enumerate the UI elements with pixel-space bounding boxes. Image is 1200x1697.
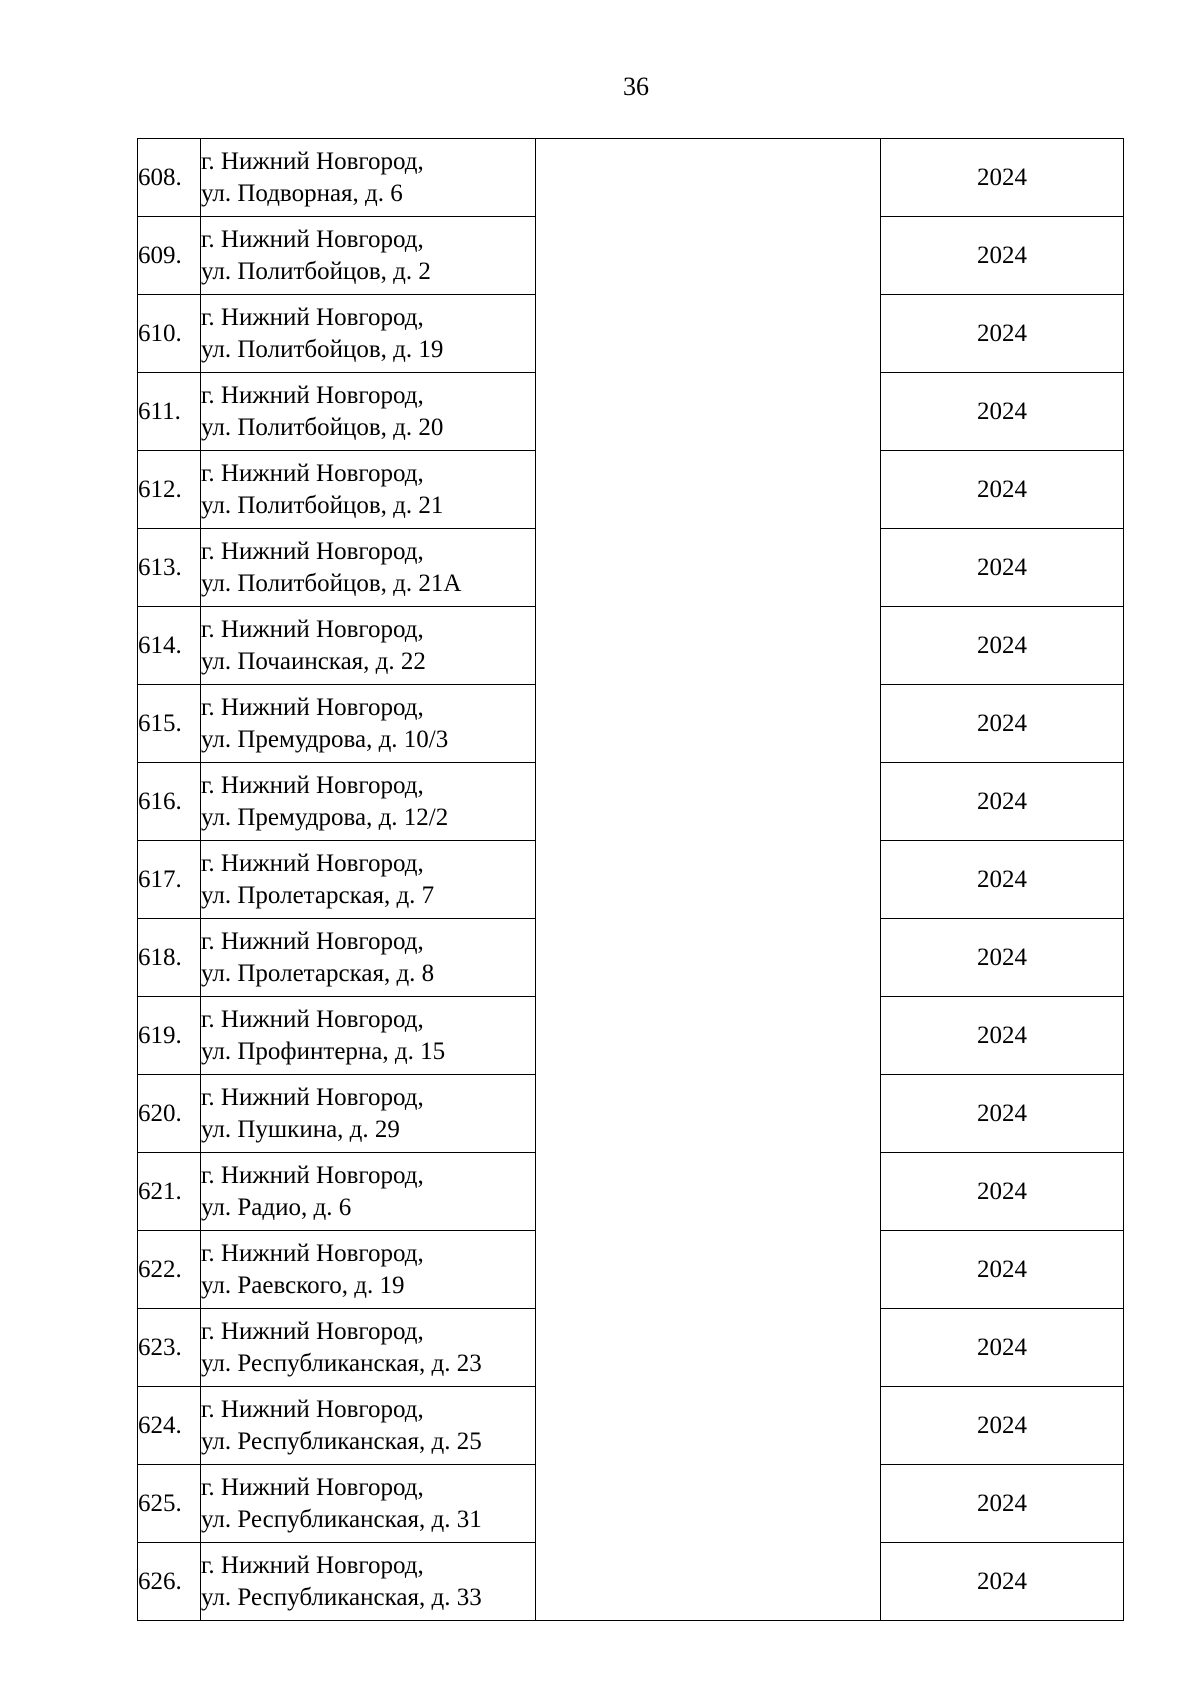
row-number: 625.	[138, 1465, 201, 1543]
year-cell: 2024	[881, 1465, 1124, 1543]
address-cell	[201, 451, 536, 529]
year-cell: 2024	[881, 1075, 1124, 1153]
address-city: г. Нижний Новгород,	[201, 1551, 424, 1579]
year-cell: 2024	[881, 763, 1124, 841]
address-cell	[201, 607, 536, 685]
address-street: ул. Пролетарская, д. 8	[201, 959, 435, 987]
year-cell: 2024	[881, 1231, 1124, 1309]
row-number: 616.	[138, 763, 201, 841]
address-city: г. Нижний Новгород,	[201, 771, 424, 799]
year-cell: 2024	[881, 997, 1124, 1075]
address-city: г. Нижний Новгород,	[201, 1161, 424, 1189]
row-number: 615.	[138, 685, 201, 763]
row-number: 621.	[138, 1153, 201, 1231]
registry-table-body	[138, 139, 1124, 1621]
address-cell	[201, 373, 536, 451]
row-number: 611.	[138, 373, 201, 451]
row-number: 622.	[138, 1231, 201, 1309]
address-cell	[201, 295, 536, 373]
address-city: г. Нижний Новгород,	[201, 1395, 424, 1423]
address-street: ул. Премудрова, д. 12/2	[201, 803, 449, 831]
year-cell: 2024	[881, 373, 1124, 451]
address-cell	[201, 217, 536, 295]
address-city: г. Нижний Новгород,	[201, 615, 424, 643]
table-row	[138, 139, 1124, 217]
address-city: г. Нижний Новгород,	[201, 303, 424, 331]
address-street: ул. Политбойцов, д. 20	[201, 413, 444, 441]
row-number: 620.	[138, 1075, 201, 1153]
row-number: 609.	[138, 217, 201, 295]
address-street: ул. Политбойцов, д. 2	[201, 257, 431, 285]
address-street: ул. Профинтерна, д. 15	[201, 1037, 446, 1065]
row-number: 618.	[138, 919, 201, 997]
year-cell: 2024	[881, 607, 1124, 685]
year-cell: 2024	[881, 217, 1124, 295]
address-street: ул. Подворная, д. 6	[201, 179, 403, 207]
address-city: г. Нижний Новгород,	[201, 927, 424, 955]
empty-merged-cell	[536, 139, 881, 1621]
address-street: ул. Политбойцов, д. 21А	[201, 569, 462, 597]
row-number: 626.	[138, 1543, 201, 1621]
address-street: ул. Пролетарская, д. 7	[201, 881, 435, 909]
address-cell	[201, 997, 536, 1075]
address-cell	[201, 1075, 536, 1153]
address-cell	[201, 1231, 536, 1309]
row-number: 610.	[138, 295, 201, 373]
year-cell: 2024	[881, 1543, 1124, 1621]
address-city: г. Нижний Новгород,	[201, 1239, 424, 1267]
year-cell: 2024	[881, 139, 1124, 217]
row-number: 623.	[138, 1309, 201, 1387]
address-cell	[201, 1387, 536, 1465]
year-cell: 2024	[881, 841, 1124, 919]
row-number: 617.	[138, 841, 201, 919]
year-cell: 2024	[881, 919, 1124, 997]
address-cell	[201, 1543, 536, 1621]
address-cell	[201, 139, 536, 217]
year-cell: 2024	[881, 295, 1124, 373]
address-street: ул. Республиканская, д. 33	[201, 1583, 482, 1611]
address-street: ул. Раевского, д. 19	[201, 1271, 405, 1299]
address-city: г. Нижний Новгород,	[201, 147, 424, 175]
address-cell	[201, 529, 536, 607]
address-cell	[201, 685, 536, 763]
row-number: 614.	[138, 607, 201, 685]
year-cell: 2024	[881, 685, 1124, 763]
address-city: г. Нижний Новгород,	[201, 849, 424, 877]
address-street: ул. Республиканская, д. 25	[201, 1427, 482, 1455]
address-cell	[201, 1465, 536, 1543]
address-street: ул. Почаинская, д. 22	[201, 647, 426, 675]
address-street: ул. Политбойцов, д. 19	[201, 335, 444, 363]
year-cell: 2024	[881, 1153, 1124, 1231]
address-street: ул. Республиканская, д. 31	[201, 1505, 482, 1533]
row-number: 613.	[138, 529, 201, 607]
address-cell	[201, 763, 536, 841]
address-city: г. Нижний Новгород,	[201, 459, 424, 487]
address-cell	[201, 1153, 536, 1231]
year-cell: 2024	[881, 1387, 1124, 1465]
address-street: ул. Политбойцов, д. 21	[201, 491, 444, 519]
address-city: г. Нижний Новгород,	[201, 1473, 424, 1501]
address-street: ул. Республиканская, д. 23	[201, 1349, 482, 1377]
address-cell	[201, 841, 536, 919]
year-cell: 2024	[881, 451, 1124, 529]
address-cell	[201, 919, 536, 997]
address-city: г. Нижний Новгород,	[201, 1083, 424, 1111]
registry-table	[137, 138, 1124, 1621]
row-number: 608.	[138, 139, 201, 217]
address-cell	[201, 1309, 536, 1387]
row-number: 624.	[138, 1387, 201, 1465]
address-city: г. Нижний Новгород,	[201, 381, 424, 409]
page-number: 36	[623, 72, 649, 101]
address-city: г. Нижний Новгород,	[201, 537, 424, 565]
address-city: г. Нижний Новгород,	[201, 1317, 424, 1345]
address-city: г. Нижний Новгород,	[201, 1005, 424, 1033]
address-street: ул. Радио, д. 6	[201, 1193, 352, 1221]
year-cell: 2024	[881, 1309, 1124, 1387]
address-street: ул. Пушкина, д. 29	[201, 1115, 400, 1143]
row-number: 612.	[138, 451, 201, 529]
address-city: г. Нижний Новгород,	[201, 693, 424, 721]
year-cell: 2024	[881, 529, 1124, 607]
row-number: 619.	[138, 997, 201, 1075]
address-street: ул. Премудрова, д. 10/3	[201, 725, 449, 753]
address-city: г. Нижний Новгород,	[201, 225, 424, 253]
